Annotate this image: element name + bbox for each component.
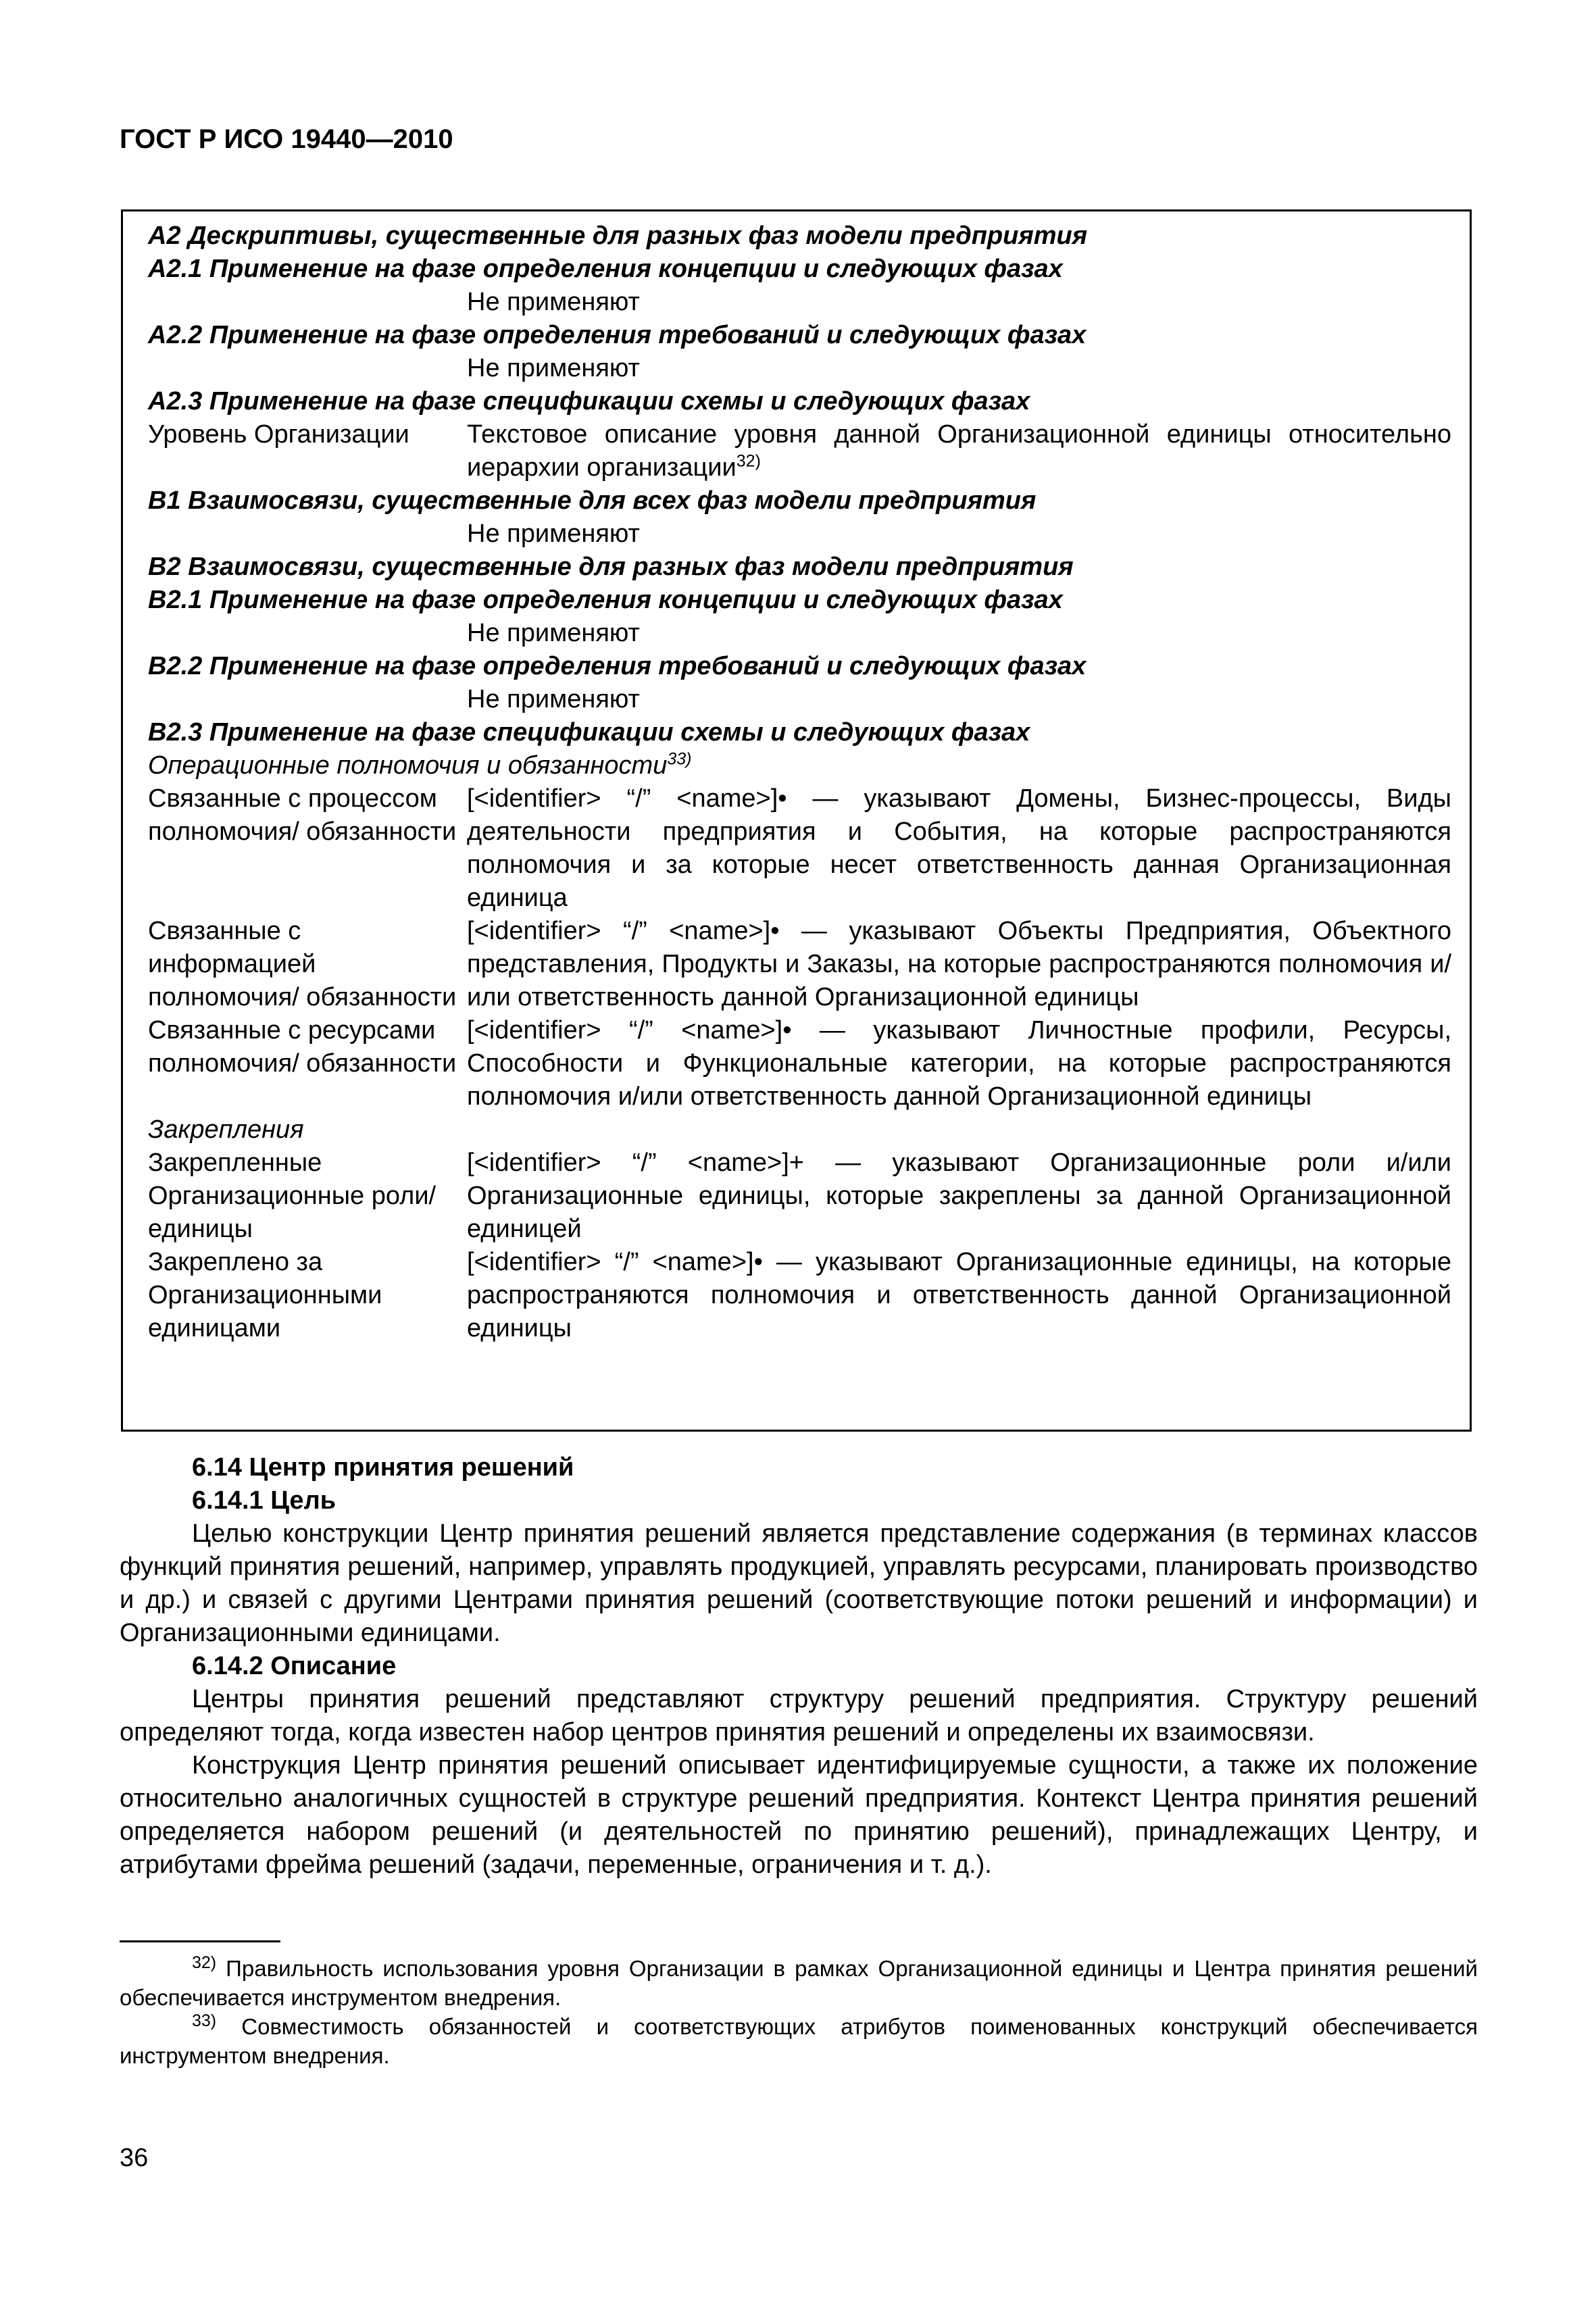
attribute-label: Закреплено за Организационными единицами bbox=[148, 1248, 382, 1342]
not-applicable-note bbox=[148, 518, 1451, 551]
attribute-label: Связанные с информацией полномочия/ обязанности bbox=[148, 917, 457, 1011]
not-applicable-note bbox=[148, 617, 1451, 650]
table-row bbox=[148, 1014, 1451, 1113]
page-number: 36 bbox=[120, 2144, 149, 2172]
not-applicable-note bbox=[148, 683, 1451, 716]
attribute-label: Связанные с процессом полномочия/ обязанности bbox=[148, 784, 457, 846]
table-row bbox=[148, 915, 1451, 1014]
row-text: В2.2 Применение на фазе определения требований и следующих фазах bbox=[148, 652, 1087, 680]
table-section-heading bbox=[148, 484, 1451, 518]
description-text: [<identifier> “/” <name>]• — указывают Личностные профили, Ресурсы, Способности и Функциональные категории, на которые распространяются полномочия и/или ответственность данной Организационной единицы bbox=[467, 1016, 1451, 1111]
attribute-label: Связанные с ресурсами полномочия/ обязанности bbox=[148, 1016, 457, 1078]
table-section-heading bbox=[148, 584, 1451, 617]
description-text: [<identifier> “/” <name>]• — указывают Объекты Предприятия, Объектного представления, Продукты и Заказы, на которые распространяются полномочия и/или ответственность данной Организационной единицы bbox=[467, 917, 1451, 1011]
row-text: Закрепления bbox=[148, 1115, 304, 1144]
table-section-heading bbox=[148, 716, 1451, 749]
table-section-heading bbox=[148, 551, 1451, 584]
paragraph-goal: Целью конструкции Центр принятия решений является представление содержания (в терминах классов функций принятия решений, например, управлять продукцией, управлять ресурсами, планировать производство и др.) и связей с другими Центрами принятия решений (соответствующие потоки решений и информации) и Организационными единицами. bbox=[120, 1519, 1478, 1647]
footnote-text: Совместимость обязанностей и соответствующих атрибутов поименованных конструкций обеспечивается инструментом внедрения. bbox=[120, 2014, 1478, 2068]
attribute-description bbox=[467, 1147, 1451, 1246]
description-text: [<identifier> “/” <name>]+ — указывают Организационные роли и/или Организационные единицы, которые закреплены за данной Организационной единицей bbox=[467, 1149, 1451, 1243]
paragraph-description-1: Центры принятия решений представляют структуру решений предприятия. Структуру решений определяют тогда, когда известен набор центров принятия решений и определены их взаимосвязи. bbox=[120, 1685, 1478, 1746]
section-heading: 6.14 Центр принятия решений bbox=[192, 1453, 574, 1482]
subsection-heading-description: 6.14.2 Описание bbox=[192, 1652, 397, 1680]
table-row bbox=[148, 1246, 1451, 1345]
row-text: В2.1 Применение на фазе определения концепции и следующих фазах bbox=[148, 586, 1063, 614]
attribute-description bbox=[467, 915, 1451, 1014]
row-text: А2.1 Применение на фазе определения концепции и следующих фазах bbox=[148, 255, 1063, 283]
attribute-description bbox=[467, 1246, 1451, 1345]
footnote-32 bbox=[120, 1954, 1478, 2012]
description-text: Текстовое описание уровня данной Организационной единицы относительно иерархии организации bbox=[467, 420, 1451, 482]
attribute-description bbox=[467, 1014, 1451, 1113]
row-text: Не применяют bbox=[467, 619, 640, 647]
table-section-heading bbox=[148, 385, 1451, 418]
document-header: ГОСТ Р ИСО 19440—2010 bbox=[120, 124, 453, 154]
attribute-table bbox=[121, 209, 1472, 1432]
attribute-label: Закрепленные Организационные роли/единицы bbox=[148, 1149, 437, 1243]
row-text: Операционные полномочия и обязанности bbox=[148, 751, 668, 780]
table-section-heading bbox=[148, 253, 1451, 286]
attribute-description bbox=[467, 418, 1451, 484]
attribute-label: Уровень Организации bbox=[148, 420, 409, 449]
subsection-heading-goal: 6.14.1 Цель bbox=[192, 1486, 336, 1515]
row-text: А2 Дескриптивы, существенные для разных фаз модели предприятия bbox=[148, 222, 1088, 250]
paragraph-description-2: Конструкция Центр принятия решений описывает идентифицируемые сущности, а также их положение относительно аналогичных сущностей в структуре решений предприятия. Контекст Центра принятия решений определяется набором решений (и деятельностей по принятию решений), принадлежащих Центру, и атрибутами фрейма решений (задачи, переменные, ограничения и т. д.). bbox=[120, 1751, 1478, 1879]
table-row bbox=[148, 782, 1451, 915]
attribute-description bbox=[467, 782, 1451, 915]
row-text: А2.3 Применение на фазе спецификации схемы и следующих фазах bbox=[148, 387, 1030, 416]
table-section-heading bbox=[148, 650, 1451, 683]
footnote-mark: 33) bbox=[192, 2011, 217, 2030]
row-text: Не применяют bbox=[467, 288, 640, 316]
table-section-heading bbox=[148, 220, 1451, 253]
row-text: А2.2 Применение на фазе определения требований и следующих фазах bbox=[148, 321, 1087, 349]
table-group-label bbox=[148, 749, 1451, 782]
not-applicable-note bbox=[148, 286, 1451, 319]
row-text: Не применяют bbox=[467, 354, 640, 382]
footnote-ref: 33) bbox=[667, 749, 692, 769]
row-text: В2.3 Применение на фазе спецификации схемы и следующих фазах bbox=[148, 718, 1030, 747]
footnote-text: Правильность использования уровня Организации в рамках Организационной единицы и Центра принятия решений обеспечивается инструментом внедрения. bbox=[120, 1956, 1478, 2010]
footnote-mark: 32) bbox=[192, 1953, 217, 1972]
section-body bbox=[120, 1451, 1478, 1882]
footnote-33 bbox=[120, 2012, 1478, 2070]
row-text: Не применяют bbox=[467, 520, 640, 548]
table-section-heading bbox=[148, 319, 1451, 352]
table-row bbox=[148, 418, 1451, 484]
description-text: [<identifier> “/” <name>]• — указывают Домены, Бизнес-процессы, Виды деятельности предприятия и События, на которые распространяются полномочия и за которые несет ответственность данная Организационная единица bbox=[467, 784, 1451, 912]
footnotes bbox=[120, 1954, 1478, 2070]
not-applicable-note bbox=[148, 352, 1451, 385]
table-row bbox=[148, 1147, 1451, 1246]
description-text: [<identifier> “/” <name>]• — указывают Организационные единицы, на которые распространяются полномочия и ответственность данной Организационной единицы bbox=[467, 1248, 1451, 1342]
footnote-separator bbox=[120, 1940, 280, 1942]
row-text: В2 Взаимосвязи, существенные для разных фаз модели предприятия bbox=[148, 553, 1074, 581]
table-group-label bbox=[148, 1113, 1451, 1147]
row-text: В1 Взаимосвязи, существенные для всех фаз модели предприятия bbox=[148, 486, 1037, 515]
footnote-ref: 32) bbox=[736, 451, 761, 471]
row-text: Не применяют bbox=[467, 685, 640, 713]
